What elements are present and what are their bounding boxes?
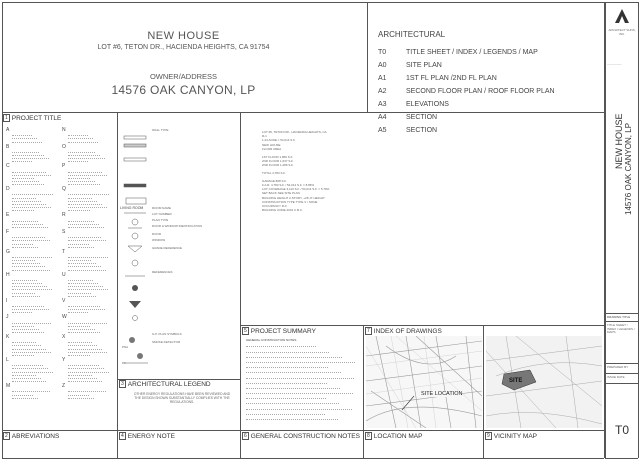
panel-header-energy-note: 4 ENERGY NOTE	[121, 432, 175, 440]
abbrev-letter: R	[62, 212, 66, 219]
general-note-line	[246, 385, 340, 389]
abbrev-row	[12, 137, 37, 139]
sheet-index-heading: ARCHITECTURAL	[378, 30, 446, 39]
abbrev-row	[12, 173, 51, 175]
site-label: SITE	[509, 378, 523, 384]
title-block	[606, 3, 638, 457]
abbrev-row	[12, 170, 46, 172]
abbrev-row	[12, 344, 41, 346]
abbrev-row	[12, 390, 50, 392]
abbrev-row	[12, 255, 52, 257]
sheet-index-list	[378, 46, 603, 137]
abbrev-row	[12, 370, 53, 372]
legend-grade-ref: GRADE REFERENCE	[152, 246, 183, 250]
abbrev-letter: M	[6, 383, 11, 390]
abbrev-row	[68, 183, 100, 185]
legend-references: REFERENCES	[152, 270, 173, 274]
project-name: NEW HOUSE	[147, 30, 220, 42]
abbrev-row	[68, 150, 95, 152]
abbrev-row	[12, 321, 51, 323]
abbrev-row	[68, 278, 93, 280]
abbreviations-list	[6, 126, 116, 426]
abbrev-row	[12, 154, 44, 156]
abbrev-letter: V	[62, 297, 66, 304]
abbrev-row	[68, 380, 102, 382]
sheet-row[interactable]: A2 SECOND FLOOR PLAN / ROOF FLOOR PLAN	[378, 88, 555, 95]
abbrev-letter: P	[62, 163, 66, 170]
abbrev-row	[12, 242, 33, 244]
abbrev-letter: U	[62, 271, 66, 278]
abbrev-letter: L	[6, 357, 9, 363]
abbrev-row	[12, 331, 44, 333]
location-map[interactable]	[366, 336, 482, 428]
abbrev-row	[68, 193, 109, 195]
sideways-title: NEW HOUSE	[614, 113, 624, 169]
abbrev-row	[12, 157, 49, 159]
prepared-by-label: PREPARED BY	[607, 365, 629, 369]
abbrev-row	[68, 236, 101, 238]
abbrev-row	[12, 226, 48, 228]
issue-date-label: ISSUE DATE	[607, 375, 625, 379]
abbrev-letter: Y	[62, 357, 66, 363]
abbrev-letter: D	[6, 186, 10, 193]
abbrev-row	[12, 327, 39, 329]
general-note-line	[246, 395, 326, 399]
abbrev-letter: H	[6, 271, 10, 278]
sheet-row[interactable]: A1 1ST FL PLAN /2ND FL PLAN	[378, 75, 497, 82]
abbrev-row	[68, 134, 88, 136]
general-note-line	[246, 369, 341, 373]
abbrev-row	[12, 206, 51, 208]
abbrev-letter: Q	[62, 186, 66, 193]
panel-header-abbreviations: 2 ABREVIATIONS	[5, 432, 60, 440]
abbrev-row	[68, 324, 90, 326]
abbrev-row	[12, 245, 38, 247]
abbrev-row	[68, 364, 99, 366]
abbrev-letter: Z	[62, 383, 66, 390]
abbrev-letter: F	[6, 228, 10, 235]
abbrev-row	[12, 183, 44, 185]
abbrev-row	[68, 160, 88, 162]
abbrev-letter: J	[6, 314, 9, 321]
owner-name: 14576 OAK CANYON, LP	[111, 83, 256, 97]
legend-door: DOOR	[152, 232, 161, 236]
abbrev-row	[12, 380, 46, 382]
abbrev-row	[68, 170, 102, 172]
abbrev-row	[12, 288, 52, 290]
abbrev-row	[68, 370, 109, 372]
abbrev-row	[12, 176, 34, 178]
abbrev-row	[12, 291, 35, 293]
abbrev-row	[68, 341, 92, 343]
abbrev-row	[68, 157, 105, 159]
abbrev-row	[68, 140, 98, 142]
vicinity-map[interactable]	[486, 336, 602, 428]
abbrev-row	[12, 236, 45, 238]
abbrev-row	[12, 305, 44, 307]
general-notes: GENERAL CONSTRUCTION NOTES	[246, 338, 360, 426]
abbrev-letter: G	[6, 248, 10, 255]
legend-door-window: DOOR & WINDOW IDENTIFICATION	[152, 224, 203, 228]
site-location-label: SITE LOCATION	[421, 391, 463, 397]
abbrev-row	[12, 259, 35, 261]
abbrev-row	[68, 255, 108, 257]
abbrev-row	[68, 308, 105, 310]
abbrev-row	[68, 203, 102, 205]
abbrev-row	[12, 373, 36, 375]
abbrev-letter: E	[6, 212, 10, 219]
abbrev-letter: B	[6, 143, 10, 150]
legend-pna: PNA	[122, 345, 129, 349]
general-note-line	[246, 343, 316, 347]
abbrev-row	[12, 354, 34, 356]
general-note-line	[246, 380, 327, 384]
general-note-line	[246, 411, 325, 415]
abbrev-row	[12, 278, 37, 280]
abbrev-row	[68, 226, 104, 228]
abbrev-row	[12, 311, 32, 313]
abbrev-row	[12, 350, 51, 352]
abbrev-row	[12, 367, 48, 369]
abbrev-row	[12, 196, 36, 198]
abbrev-row	[68, 196, 92, 198]
general-note-line	[246, 364, 328, 368]
abbrev-row	[68, 367, 104, 369]
abbrev-row	[12, 265, 45, 267]
architectural-legend	[120, 118, 238, 376]
abbrev-letter: A	[6, 127, 10, 133]
abbrev-row	[68, 311, 88, 313]
sheet-row[interactable]: T0 TITLE SHEET / INDEX / LEGENDS / MAP	[378, 49, 538, 56]
abbrev-row	[68, 268, 106, 270]
abbrev-row	[68, 350, 107, 352]
abbrev-row	[68, 331, 100, 333]
abbrev-row	[12, 324, 34, 326]
legend-living-room: LIVING ROOM	[120, 206, 144, 210]
legend-plan-type: PLAN TYPE	[152, 218, 169, 222]
abbrev-row	[68, 347, 102, 349]
abbrev-row	[12, 222, 43, 224]
abbrev-row	[68, 344, 97, 346]
abbrev-letter: C	[6, 163, 10, 170]
abbrev-row	[12, 160, 32, 162]
general-note-line	[246, 348, 329, 352]
abbrev-row	[68, 219, 94, 221]
general-note-line	[246, 354, 342, 358]
general-note-line	[246, 390, 353, 394]
general-note-line	[246, 416, 338, 420]
abbrev-letter: I	[6, 297, 8, 304]
panel-header-architectural-legend: 3 ARCHITECTURAL LEGEND	[121, 380, 211, 388]
abbrev-row	[68, 245, 94, 247]
sheet-row[interactable]: A3 ELEVATIONS	[378, 101, 449, 108]
sheet-number: T0	[614, 423, 629, 437]
general-note-line	[246, 405, 352, 409]
legend-smoke: SMOKE DETECTOR	[152, 340, 181, 344]
abbrev-row	[12, 377, 41, 379]
general-note-line	[246, 359, 355, 363]
abbrev-row	[12, 341, 36, 343]
abbrev-row	[68, 239, 106, 241]
panel-header-general-notes: 6 GENERAL CONSTRUCTION NOTES	[244, 432, 360, 440]
abbrev-row	[68, 262, 96, 264]
abbrev-row	[68, 354, 90, 356]
abbrev-row	[68, 206, 107, 208]
abbrev-row	[68, 294, 96, 296]
abbrev-row	[12, 308, 49, 310]
abbrev-row	[12, 140, 42, 142]
abbrev-row	[12, 219, 38, 221]
legend-lot-number: LOT NUMBER	[152, 212, 172, 216]
legend-wall-type: WALL TYPE	[152, 128, 169, 132]
abbrev-row	[68, 291, 91, 293]
firm-address: ────────	[607, 63, 622, 66]
abbrev-row	[68, 305, 100, 307]
abbrev-row	[68, 154, 100, 156]
legend-window: WINDOW	[152, 238, 166, 242]
abbrev-row	[12, 262, 40, 264]
legend-room-name: ROOM NAME	[152, 206, 171, 210]
firm-name: ARCHITECT SUNS, INC.	[608, 29, 636, 36]
abbrev-row	[68, 259, 91, 261]
abbrev-row	[68, 180, 95, 182]
abbrev-row	[68, 285, 103, 287]
abbrev-row	[68, 265, 101, 267]
location-map-streets	[366, 336, 482, 428]
vicinity-map-streets	[486, 336, 602, 428]
abbrev-row	[68, 393, 89, 395]
project-summary-block: LOT #6, TETON DR., HACIENDA HEIGHTS, CA R-1 1.24 ACRE = 54,014 S.F. NEW HOUSE FLOOR AREA 1ST FLOOR 1,860 S.F. 2ND FLOOR 1,637 S.F. 2ND FLOOR 1,286 S.F. TOTAL 4,783 S.F. GARAGE 808 S.F. F.A.R. 4,783 S.F. / 54,014 S.F. = 8.86% LOT COVERAGE 3,110 S.F. / 54,014 S.F. = 5.76% SET BACK SEE SITE PLAN BUILDING HEIGHT 2-STORY, +26'-0" HEIGHT CONSTRUCTION TYPE TYPE V / NONE OCCUPANCY R-3 BUILDING CODE 2001 C.B.C.	[262, 130, 330, 213]
abbrev-row	[12, 134, 32, 136]
abbrev-row	[12, 285, 47, 287]
abbrev-row	[68, 176, 90, 178]
abbrev-letter: S	[62, 228, 66, 235]
sideways-address: 14576 OAK CANYON, LP	[624, 122, 633, 215]
abbrev-letter: X	[62, 334, 66, 341]
abbrev-letter: W	[62, 314, 67, 321]
abbrev-row	[12, 364, 43, 366]
energy-note-text: OTHER ENERGY REGULATIONS HAVE BEEN REVIEWED AND THE DESIGN SHOWN SUBSTANTIALLY COMPLIES WITH THE REGULATIONS.	[133, 392, 231, 405]
legend-pa: PA	[122, 361, 126, 365]
project-lot: LOT #6, TETON DR., HACIENDA HEIGHTS, CA 91754	[97, 44, 270, 51]
abbrev-row	[68, 209, 90, 211]
panel-header-project-title: 1 PROJECT TITLE	[5, 114, 62, 122]
owner-label: OWNER/ADDRESS	[149, 72, 218, 81]
abbrev-row	[12, 180, 39, 182]
sheet-row[interactable]: A5 SECTION	[378, 127, 438, 134]
legend-plan-symbols: G.P. PLAN SYMBOLS	[152, 332, 182, 336]
abbrev-row	[68, 242, 89, 244]
abbrev-row	[68, 288, 108, 290]
abbrev-letter: T	[62, 248, 66, 255]
abbrev-row	[68, 396, 94, 398]
abbrev-row	[12, 239, 50, 241]
panel-header-index-of-drawings: 7 INDEX OF DRAWINGS	[367, 327, 442, 335]
abbrev-row	[68, 222, 99, 224]
abbrev-row	[12, 199, 41, 201]
abbrev-row	[12, 268, 50, 270]
sheet-row[interactable]: A4 SECTION	[378, 114, 438, 121]
abbrev-row	[68, 321, 107, 323]
general-note-line	[246, 400, 339, 404]
general-note-line	[246, 374, 354, 378]
drawing-title-label: DRAWING TITLE	[607, 315, 631, 319]
abbrev-row	[12, 203, 46, 205]
panel-header-project-summary: 5 PROJECT SUMMARY	[244, 327, 316, 335]
abbrev-row	[68, 282, 98, 284]
panel-header-location-map: 8 LOCATION MAP	[367, 432, 423, 440]
abbrev-row	[12, 396, 38, 398]
drawing-title-value: TITLE SHEET / INDEX / LEGENDS / MAPS	[607, 324, 635, 335]
abbrev-row	[12, 294, 40, 296]
abbrev-row	[12, 282, 42, 284]
abbrev-row	[12, 393, 33, 395]
panel-header-vicinity-map: 9 VICINITY MAP	[487, 432, 538, 440]
sheet-row[interactable]: A0 SITE PLAN	[378, 62, 442, 69]
abbrev-row	[12, 193, 53, 195]
abbrev-row	[68, 173, 107, 175]
abbrev-row	[68, 137, 93, 139]
abbrev-row	[12, 209, 34, 211]
abbrev-row	[12, 150, 39, 152]
abbrev-row	[68, 373, 92, 375]
abbrev-row	[68, 377, 97, 379]
abbrev-row	[68, 327, 95, 329]
abbrev-letter: N	[62, 127, 66, 133]
abbrev-row	[68, 390, 106, 392]
abbrev-row	[68, 199, 97, 201]
abbrev-row	[12, 347, 46, 349]
abbrev-letter: K	[6, 334, 10, 341]
abbrev-letter: O	[62, 143, 66, 150]
